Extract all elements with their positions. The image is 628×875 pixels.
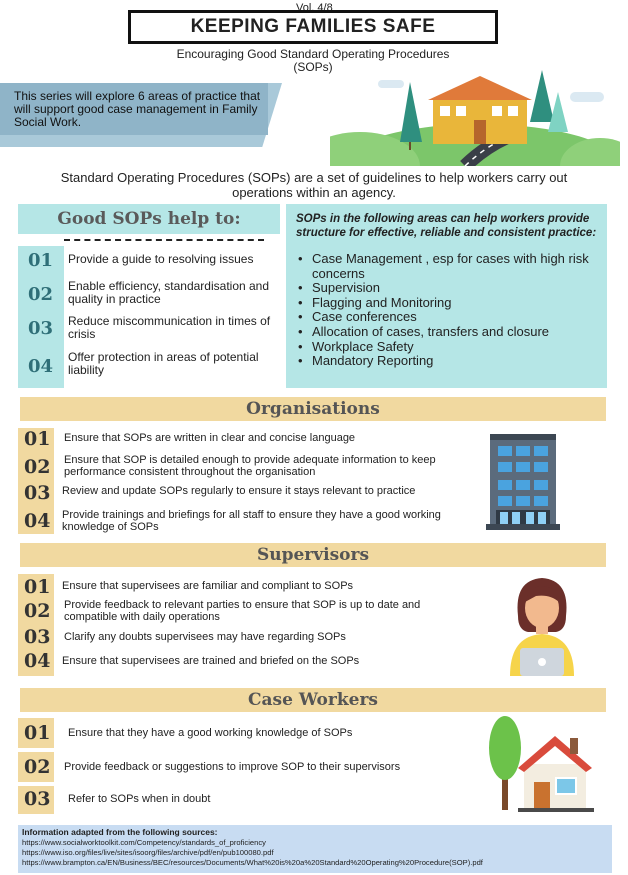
page-title: KEEPING FAMILIES SAFE	[190, 16, 436, 37]
item-number: 03	[28, 318, 54, 339]
area-item: • Case Management , esp for cases with high risk concerns	[298, 252, 598, 281]
table-row	[18, 626, 480, 650]
row-number: 01	[24, 722, 51, 744]
house-tree-icon	[488, 714, 594, 814]
organisations-heading-band	[20, 397, 606, 421]
list-item	[18, 350, 280, 388]
area-item: • Workplace Safety	[298, 340, 598, 355]
volume-label: Vol. 4/8	[296, 2, 333, 14]
house-landscape-illustration	[330, 62, 620, 166]
row-text: Provide feedback or suggestions to improve SOP to their supervisors	[64, 761, 401, 773]
row-number: 04	[24, 510, 51, 532]
table-row	[18, 454, 480, 480]
row-text: Clarify any doubts supervisees may have regarding SOPs	[64, 631, 346, 643]
sources-title: Information adapted from the following sources:	[22, 827, 218, 837]
row-text: Provide feedback to relevant parties to ensure that SOP is up to date and compatible with daily operations	[64, 599, 421, 623]
row-text: Ensure that they have a good working knowledge of SOPs	[68, 727, 353, 739]
item-number: 02	[28, 284, 54, 305]
row-text: Review and update SOPs regularly to ensure it stays relevant to practice	[62, 485, 416, 497]
table-row	[18, 428, 480, 454]
row-number: 01	[24, 428, 51, 450]
row-text: Ensure that supervisees are familiar and compliant to SOPs	[62, 580, 354, 592]
supervisor-laptop-icon	[506, 572, 578, 678]
row-number: 03	[24, 626, 51, 648]
areas-list	[298, 252, 598, 369]
area-item: • Supervision	[298, 281, 598, 296]
item-text: Enable efficiency, standardisation and quality in practice	[68, 279, 270, 306]
item-number: 01	[28, 250, 54, 271]
table-row	[18, 480, 480, 506]
source-link[interactable]: https://www.socialworktoolkit.com/Competency/standards_of_proficiency	[22, 838, 266, 847]
row-number: 03	[24, 788, 51, 810]
case-workers-heading: Case Workers	[248, 690, 378, 710]
table-row	[18, 650, 480, 676]
row-text: Ensure that SOPs are written in clear and concise language	[64, 432, 356, 444]
item-text: Reduce miscommunication in times of crisis	[68, 314, 271, 341]
organisations-heading: Organisations	[246, 399, 380, 419]
series-note: This series will explore 6 areas of practice that will support good case management in Family Social Work.	[14, 89, 261, 129]
item-text: Offer protection in areas of potential liability	[68, 350, 259, 377]
row-text: Ensure that supervisees are trained and briefed on the SOPs	[62, 655, 360, 667]
list-item	[18, 314, 280, 350]
list-item	[18, 278, 280, 314]
row-number: 04	[24, 650, 51, 672]
title-box	[128, 10, 498, 44]
supervisors-heading: Supervisors	[256, 545, 370, 565]
row-text: Refer to SOPs when in doubt	[68, 793, 211, 805]
dashed-divider	[64, 239, 264, 241]
row-text: Provide trainings and briefings for all staff to ensure they have a good working knowledge of SOPs	[62, 509, 441, 533]
source-link[interactable]: https://www.iso.org/files/live/sites/isoorg/files/archive/pdf/en/pub100080.pdf	[22, 848, 274, 857]
row-text: Ensure that SOP is detailed enough to provide adequate information to keep performance consistent throughout the organisation	[64, 454, 436, 478]
list-item	[18, 244, 280, 280]
row-number: 02	[24, 756, 51, 778]
office-building-icon	[482, 432, 564, 532]
table-row	[18, 786, 480, 814]
good-sops-heading-box	[18, 204, 280, 234]
item-text: Provide a guide to resolving issues	[68, 252, 254, 266]
supervisors-heading-band	[20, 543, 606, 567]
row-number: 02	[24, 456, 51, 478]
table-row	[18, 752, 480, 782]
areas-title: SOPs in the following areas can help workers provide structure for effective, reliable and consistent practice:	[296, 213, 597, 239]
row-number: 02	[24, 600, 51, 622]
area-item: • Case conferences	[298, 310, 598, 325]
page-subtitle: Encouraging Good Standard Operating Procedures (SOPs)	[176, 47, 450, 74]
area-item: • Mandatory Reporting	[298, 354, 598, 369]
case-workers-heading-band	[20, 688, 606, 712]
good-sops-heading: Good SOPs help to:	[57, 209, 241, 229]
area-item: • Allocation of cases, transfers and closure	[298, 325, 598, 340]
row-number: 01	[24, 576, 51, 598]
table-row	[18, 600, 480, 626]
item-number: 04	[28, 356, 54, 377]
table-row	[18, 718, 480, 748]
intro-text: Standard Operating Procedures (SOPs) are a set of guidelines to help workers carry out operations within an agency.	[60, 170, 568, 200]
table-row	[18, 506, 480, 534]
source-link[interactable]: https://www.brampton.ca/EN/Business/BEC/resources/Documents/What%20is%20a%20Standard%20Operating%20Procedure(SOP).pdf	[22, 858, 483, 867]
row-number: 03	[24, 482, 51, 504]
table-row	[18, 574, 480, 600]
area-item: • Flagging and Monitoring	[298, 296, 598, 311]
